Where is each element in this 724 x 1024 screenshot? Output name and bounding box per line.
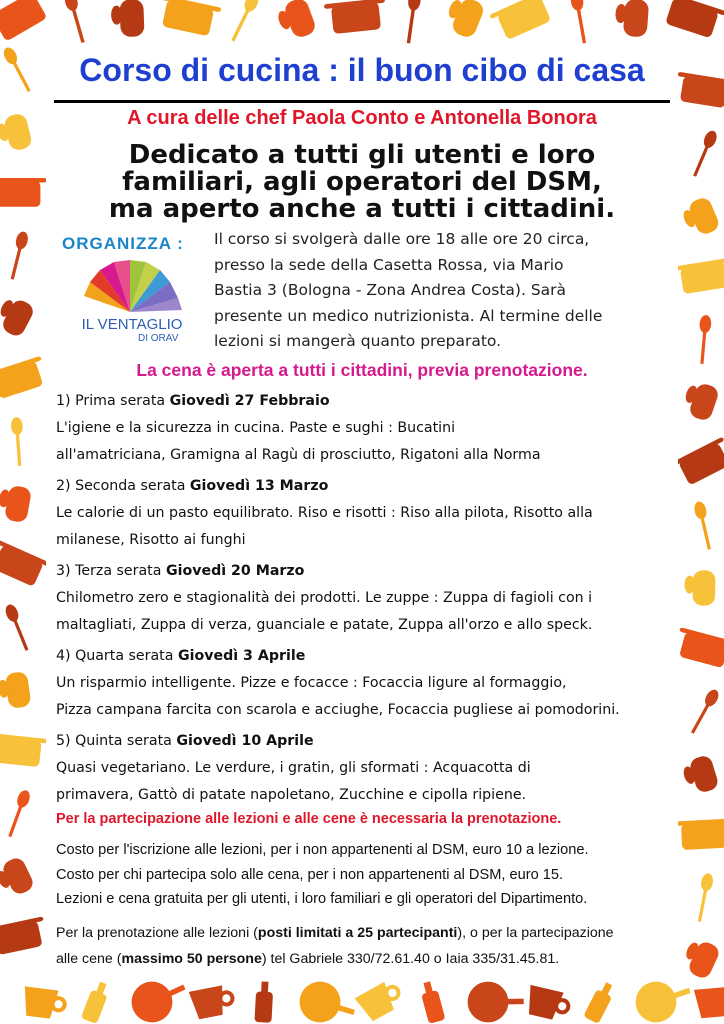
course-title: Corso di cucina : il buon cibo di casa [79, 52, 645, 88]
intro-line: presente un medico nutrizionista. Al termine delle [214, 306, 603, 325]
session-item [56, 643, 676, 724]
pot-shape [324, 0, 388, 35]
bottle-shape [81, 980, 111, 1024]
pot-shape [0, 356, 49, 401]
mitt-shape [0, 112, 33, 154]
session-number: 1) Prima serata [56, 393, 170, 409]
intro-line: presso la sede della Casetta Rossa, via Mario [214, 255, 564, 274]
intro-line: lezioni si mangerà quanto preparato. [214, 332, 502, 350]
mitt-shape [679, 195, 721, 239]
cost-info [56, 838, 676, 912]
pot-shape [0, 540, 51, 590]
booking-line [56, 920, 676, 946]
session-description: L'igiene e la sicurezza in cucina. Paste e sughi : Bucatini [56, 420, 456, 436]
pot-shape [0, 916, 49, 956]
cup-shape [694, 986, 724, 1018]
dinner-open-note: La cena è aperta a tutti i cittadini, previa prenotazione. [136, 360, 588, 380]
spoon-shape [1, 45, 34, 94]
cup-shape [524, 985, 571, 1023]
session-date: Giovedì 3 Aprile [177, 648, 306, 664]
pot-shape [671, 437, 724, 489]
session-item [56, 388, 676, 469]
pot-shape [674, 72, 724, 109]
cost-line: Costo per l'iscrizione alle lezioni, per i non appartenenti al DSM, euro 10 a lezione. [56, 842, 589, 858]
booking-line [56, 946, 676, 972]
session-heading [56, 643, 676, 670]
reservation-required-note: Per la partecipazione alle lezioni e alle cene è necessaria la prenotazione. [56, 811, 562, 827]
organizer-label: ORGANIZZA : [62, 234, 184, 253]
spoon-shape [689, 129, 719, 179]
pot-shape [674, 819, 724, 851]
session-description: Pizza campana farcita con scarola e acciughe, Focaccia pugliese ai pomodorini. [56, 702, 620, 718]
session-description: primavera, Gattò di patate napoletano, Zucchine e cipolla ripiene. [56, 787, 527, 803]
session-number: 5) Quinta serata [56, 733, 177, 749]
session-number: 2) Seconda serata [56, 478, 190, 494]
pot-shape [673, 258, 724, 295]
booking-text: ), o per la partecipazione [457, 925, 614, 941]
session-list [56, 388, 676, 813]
pot-shape [0, 733, 48, 768]
booking-limit: massimo 50 persone [121, 951, 262, 967]
mitt-shape [0, 855, 36, 900]
mitt-shape [0, 483, 32, 523]
mitt-shape [614, 0, 649, 37]
cup-shape [21, 986, 66, 1020]
session-item [56, 473, 676, 554]
bottle-shape [583, 980, 617, 1024]
session-heading [56, 473, 676, 500]
session-description: Un risparmio intelligente. Pizze e focacce : Focaccia ligure al formaggio, [56, 675, 567, 691]
spoon-shape [687, 687, 721, 735]
course-intro [214, 227, 672, 355]
spoon-shape [4, 789, 32, 839]
mitt-shape [679, 936, 722, 981]
bottle-shape [419, 980, 446, 1024]
session-description: milanese, Risotto ai funghi [56, 532, 246, 548]
session-description: all'amatriciana, Gramigna al Ragù di prosciutto, Rigatoni alla Norma [56, 447, 541, 463]
circle-shape [467, 981, 524, 1023]
mitt-shape [680, 754, 720, 797]
session-description: Le calorie di un pasto equilibrato. Riso e risotti : Riso alla pilota, Risotto alla [56, 505, 593, 521]
cup-shape [355, 978, 406, 1024]
spoon-shape [402, 0, 421, 44]
mitt-shape [442, 0, 486, 40]
session-item [56, 728, 676, 809]
circle-shape [295, 977, 361, 1024]
spoon-shape [569, 0, 590, 44]
spoon-shape [11, 417, 26, 467]
spoon-shape [63, 0, 89, 44]
booking-info [56, 920, 676, 972]
title-divider [54, 100, 670, 103]
circle-shape [630, 971, 696, 1024]
booking-contacts: ) tel Gabriele 330/72.61.40 o Iaia 335/31.45.81. [261, 951, 560, 967]
session-number: 3) Terza serata [56, 563, 166, 579]
mitt-shape [274, 0, 317, 43]
mitt-shape [680, 379, 721, 422]
spoon-shape [694, 872, 715, 922]
session-date: Giovedì 20 Marzo [165, 563, 305, 579]
session-description: Chilometro zero e stagionalità dei prodotti. Le zuppe : Zuppa di fagioli con i [56, 590, 593, 606]
session-heading [56, 558, 676, 585]
cup-shape [189, 984, 236, 1020]
spoon-shape [696, 315, 712, 365]
session-description: Quasi vegetariano. Le verdure, i gratin, gli sformati : Acquacotta di [56, 760, 531, 776]
spoon-shape [227, 0, 261, 44]
mitt-shape [111, 0, 145, 37]
mitt-shape [0, 671, 32, 710]
logo-wordmark: IL VENTAGLIO [81, 316, 183, 333]
cost-line: Costo per chi partecipa solo alle cena, per i non appartenenti al DSM, euro 15. [56, 866, 564, 883]
pot-shape [489, 0, 557, 43]
session-number: 4) Quarta serata [56, 648, 178, 664]
logo-subtitle: DI ORAV [138, 333, 179, 344]
audience-headline [54, 142, 670, 223]
booking-text: Per la prenotazione alle lezioni ( [56, 925, 258, 941]
headline-line: Dedicato a tutti gli utenti e loro [128, 140, 596, 170]
booking-text: alle cene ( [56, 951, 122, 967]
pot-shape [0, 178, 47, 207]
mitt-shape [684, 570, 715, 606]
pot-shape [0, 0, 53, 45]
session-description: maltagliati, Zuppa di verza, guanciale e patate, Zuppa all'orzo e allo speck. [56, 617, 593, 633]
session-date: Giovedì 13 Marzo [189, 478, 329, 494]
chef-credits: A cura delle chef Paola Conto e Antonella Bonora [127, 107, 597, 129]
headline-line: ma aperto anche a tutti i cittadini. [108, 194, 616, 224]
spoon-shape [7, 230, 30, 280]
spoon-shape [3, 603, 32, 653]
intro-line: Il corso si svolgerà dalle ore 18 alle ore 20 circa, [214, 230, 590, 248]
session-date: Giovedì 27 Febbraio [169, 393, 330, 409]
session-heading [56, 728, 676, 755]
circle-shape [125, 968, 193, 1024]
mitt-shape [0, 293, 36, 339]
pot-shape [659, 0, 724, 40]
bottle-shape [254, 981, 273, 1023]
session-heading [56, 388, 676, 415]
cost-line: Lezioni e cena gratuita per gli utenti, i loro familiari e gli operatori del Dipartimento. [56, 891, 588, 907]
pot-shape [673, 627, 724, 670]
headline-line: familiari, agli operatori del DSM, [122, 167, 602, 197]
session-item [56, 558, 676, 639]
intro-line: Bastia 3 (Bologna - Zona Andrea Costa). Sarà [214, 281, 567, 299]
pot-shape [155, 0, 221, 38]
session-date: Giovedì 10 Aprile [176, 733, 314, 749]
booking-limit: posti limitati a 25 partecipanti [257, 925, 458, 941]
spoon-shape [693, 500, 715, 550]
